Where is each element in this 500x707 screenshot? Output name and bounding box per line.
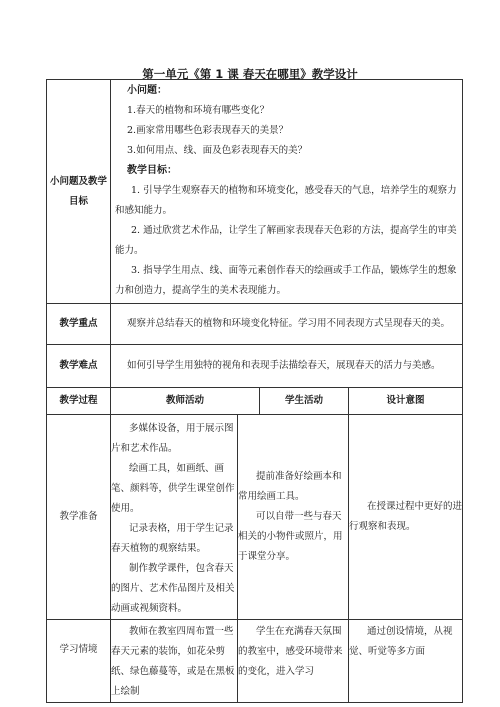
student-activity [238,415,349,620]
student-header: 学生活动 [260,388,349,415]
intent-header: 设计意图 [349,388,463,415]
goals-heading: 教学目标： [127,165,177,176]
student-item: 提前准备好绘画本和常用绘画工具。 [238,471,342,502]
student-item: 可以自带一些与春天相关的小物件或照片，用于课堂分享。 [238,511,343,562]
teacher-item: 多媒体设备，用于展示图片和艺术作品。 [111,423,234,454]
student-activity [238,620,349,703]
objectives-content [111,80,463,304]
difficulty-text: 如何引导学生用独特的视角和表现手法描绘春天，展现春天的活力与美感。 [111,345,463,388]
design-intent [349,415,463,620]
table-row [47,415,463,620]
teacher-item: 记录表格，用于学生记录春天植物的观察结果。 [111,523,234,554]
table-row [47,620,463,703]
design-intent [349,620,463,703]
objectives-row [47,80,463,304]
key-point-label: 教学重点 [47,304,111,345]
difficulty-row [47,345,463,388]
difficulty-label: 教学难点 [47,345,111,388]
question-1: 1.春天的植物和环境有哪些变化？ [127,105,270,116]
process-header: 教学过程 [47,388,111,415]
teacher-item: 绘画工具，如画纸、画笔、颜料等，供学生课堂创作使用。 [111,463,235,514]
page-title: 第一单元《第 1 课 春天在哪里》教学设计 [142,67,358,81]
intent-item: 通过创设情境，从视觉、听觉等多方面 [349,626,453,657]
goal-3: 3. 指导学生用点、线、面等元素创作春天的绘画或手工作品，锻炼学生的想象力和创造力，提高学生的美术表现能力。 [115,265,457,296]
teacher-item: 教师在教室四周布置一些春天元素的装饰，如花朵剪纸、绿色藤蔓等，或是在黑板上绘制 [111,626,235,697]
student-item: 学生在充满春天氛围的教室中，感受环境带来的变化，进入学习 [238,626,343,677]
teacher-activity [111,415,238,620]
key-point-text: 观察并总结春天的植物和环境变化特征。学习用不同表现方式呈现春天的美。 [111,304,463,345]
process-header-row [47,388,463,415]
goal-2: 2. 通过欣赏艺术作品，让学生了解画家表现春天色彩的方法，提高学生的审美能力。 [115,225,457,256]
question-2: 2.画家常用哪些色彩表现春天的美景？ [127,125,289,136]
intent-item: 在授课过程中更好的进行观察和表现。 [349,501,463,532]
key-point-row [47,304,463,345]
teacher-activity [111,620,238,703]
questions-heading: 小问题： [127,85,167,96]
goal-1: 1. 引导学生观察春天的植物和环境变化，感受春天的气息，培养学生的观察力和感知能力。 [115,185,457,216]
teacher-header: 教师活动 [111,388,260,415]
question-3: 3.如何用点、线、面及色彩表现春天的美？ [127,145,308,156]
lesson-plan-table [46,79,463,703]
stage-label: 学习情境 [47,620,111,703]
teacher-item: 制作教学课件，包含春天的图片、艺术作品图片及相关动画或视频资料。 [111,563,235,614]
stage-label: 教学准备 [47,415,111,620]
objectives-label: 小问题及教学目标 [47,80,111,304]
